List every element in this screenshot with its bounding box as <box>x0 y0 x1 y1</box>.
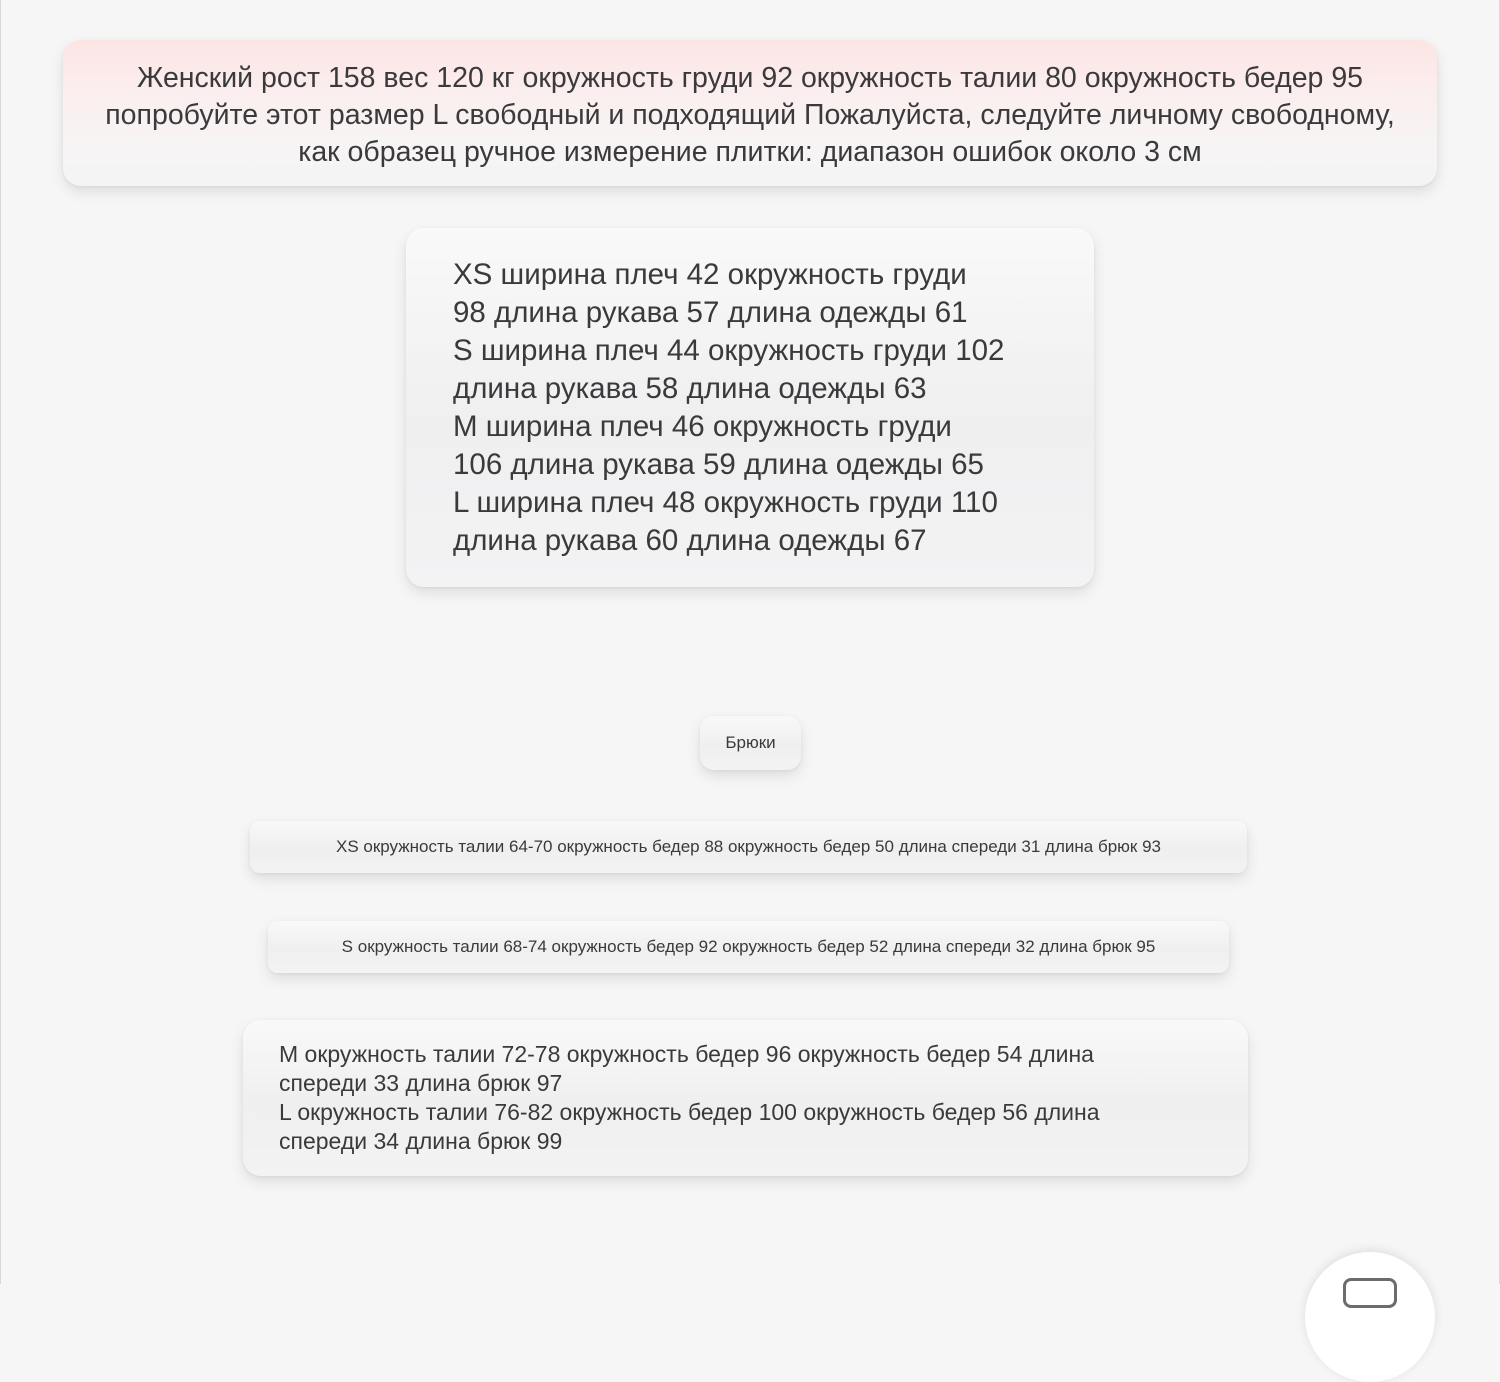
size-chart-line: XS ширина плеч 42 окружность груди <box>453 258 967 291</box>
floating-action-button[interactable] <box>1305 1252 1435 1382</box>
size-recommendation-card <box>63 40 1437 186</box>
pants-label-text: Брюки <box>725 733 776 752</box>
pants-size-m-l-card <box>243 1020 1248 1176</box>
pants-size-line: M окружность талии 72-78 окружность бедер 96 окружность бедер 54 длина <box>279 1041 1094 1067</box>
size-chart-line: S ширина плеч 44 окружность груди 102 <box>453 334 1005 367</box>
chat-icon <box>1343 1278 1397 1308</box>
left-frame-border <box>0 0 1 1284</box>
size-chart-line: M ширина плеч 46 окружность груди <box>453 410 952 443</box>
size-chart-line: 106 длина рукава 59 длина одежды 65 <box>453 448 984 481</box>
size-chart-line: 98 длина рукава 57 длина одежды 61 <box>453 296 968 329</box>
pants-size-line: L окружность талии 76-82 окружность бедер 100 окружность бедер 56 длина <box>279 1099 1100 1125</box>
pants-size-s-row <box>268 921 1229 973</box>
size-chart-line: длина рукава 58 длина одежды 63 <box>453 372 927 405</box>
pants-size-xs-text: XS окружность талии 64-70 окружность бедер 88 окружность бедер 50 длина спереди 31 длина брюк 93 <box>336 837 1161 856</box>
pants-section-label <box>700 716 801 770</box>
size-recommendation-text: Женский рост 158 вес 120 кг окружность груди 92 окружность талии 80 окружность бедер 95 попробуйте этот размер L свободный и подходящий Пожалуйста, следуйте личному свободному, как образец ручное измерение плитки: диапазон ошибок около 3 см <box>105 62 1395 168</box>
size-chart-line: L ширина плеч 48 окружность груди 110 <box>453 486 998 519</box>
pants-size-line: спереди 33 длина брюк 97 <box>279 1070 563 1096</box>
pants-size-s-text: S окружность талии 68-74 окружность бедер 92 окружность бедер 52 длина спереди 32 длина брюк 95 <box>341 937 1156 956</box>
tops-size-chart-card <box>406 228 1094 587</box>
pants-size-xs-row <box>250 821 1247 873</box>
pants-size-line: спереди 34 длина брюк 99 <box>279 1128 563 1154</box>
size-chart-line: длина рукава 60 длина одежды 67 <box>453 524 927 557</box>
